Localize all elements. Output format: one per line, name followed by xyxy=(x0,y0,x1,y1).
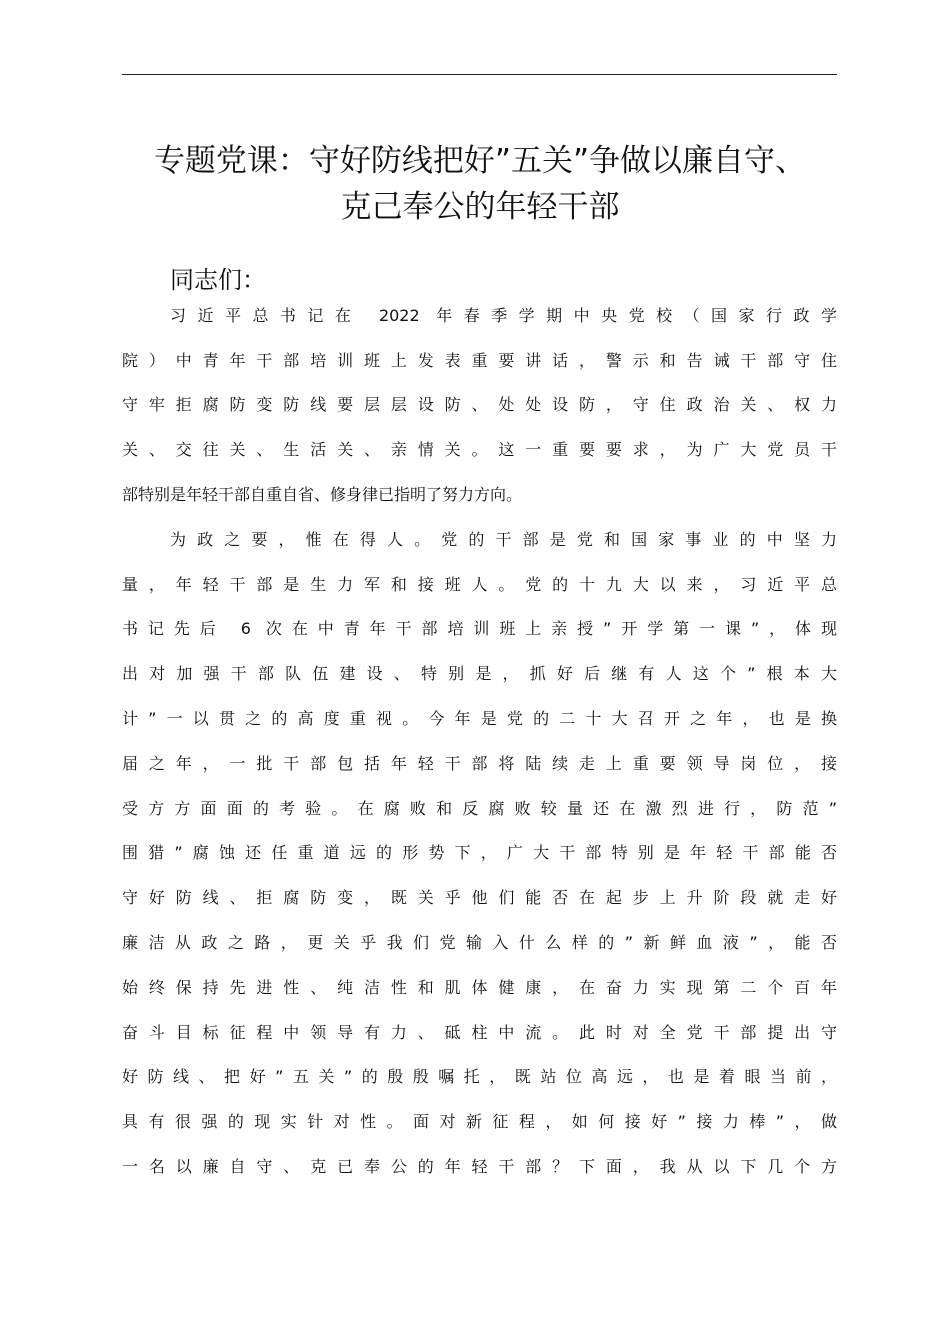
paragraph-line: 出对加强干部队伍建设、特别是，抓好后继有人这个”根本大 xyxy=(122,664,837,684)
paragraph-line: 计”一以贯之的高度重视。今年是党的二十大召开之年，也是换 xyxy=(122,708,837,728)
paragraph-line: 受方方面面的考验。在腐败和反腐败较量还在激烈进行，防范” xyxy=(122,798,837,818)
paragraph-line: 始终保持先进性、纯洁性和肌体健康，在奋力实现第二个百年 xyxy=(122,977,837,997)
paragraph-line: 届之年，一批干部包括年轻干部将陆续走上重要领导岗位，接 xyxy=(122,753,837,773)
title-line-2: 克己奉公的年轻干部 xyxy=(340,189,620,225)
header-rule xyxy=(122,74,837,75)
salutation: 同志们： xyxy=(170,266,266,294)
title-line-1: 专题党课：守好防线把好”五关”争做以廉自守、 xyxy=(153,143,807,179)
document-body xyxy=(122,258,837,1199)
paragraph-line: 具有很强的现实针对性。面对新征程，如何接好”接力棒”，做 xyxy=(122,1112,837,1132)
paragraph-line: 部特别是年轻干部自重自省、修身律已指明了努力方向。 xyxy=(122,484,523,504)
document-title xyxy=(100,138,860,230)
paragraph-1 xyxy=(122,303,837,527)
paragraph-line: 围猎”腐蚀还任重道远的形势下，广大干部特别是年轻干部能否 xyxy=(122,843,837,863)
paragraph-line: 好防线、把好”五关”的殷殷嘱托，既站位高远，也是着眼当前， xyxy=(122,1067,837,1087)
paragraph-line: 书记先后 6 次在中青年干部培训班上亲授”开学第一课”，体现 xyxy=(122,619,837,639)
paragraph-2 xyxy=(122,527,837,1199)
paragraph-line: 奋斗目标征程中领导有力、砥柱中流。此时对全党干部提出守 xyxy=(122,1022,837,1042)
paragraph-line: 一名以廉自守、克已奉公的年轻干部？下面，我从以下几个方 xyxy=(122,1156,837,1176)
paragraph-line: 守好防线、拒腐防变，既关乎他们能否在起步上升阶段就走好 xyxy=(122,888,837,908)
paragraph-line: 习近平总书记在 2022 年春季学期中央党校（国家行政学 xyxy=(170,305,837,325)
paragraph-line: 廉洁从政之路，更关乎我们党输入什么样的”新鲜血液”，能否 xyxy=(122,932,837,952)
paragraph-line: 量，年轻干部是生力军和接班人。党的十九大以来，习近平总 xyxy=(122,574,837,594)
paragraph-line: 院）中青年干部培训班上发表重要讲话，警示和告诫干部守住 xyxy=(122,350,837,370)
paragraph-line: 为政之要，惟在得人。党的干部是党和国家事业的中坚力 xyxy=(170,529,837,549)
paragraph-line: 守牢拒腐防变防线要层层设防、处处设防，守住政治关、权力 xyxy=(122,395,837,415)
paragraph-line: 关、交往关、生活关、亲情关。这一重要要求，为广大党员干 xyxy=(122,440,837,460)
